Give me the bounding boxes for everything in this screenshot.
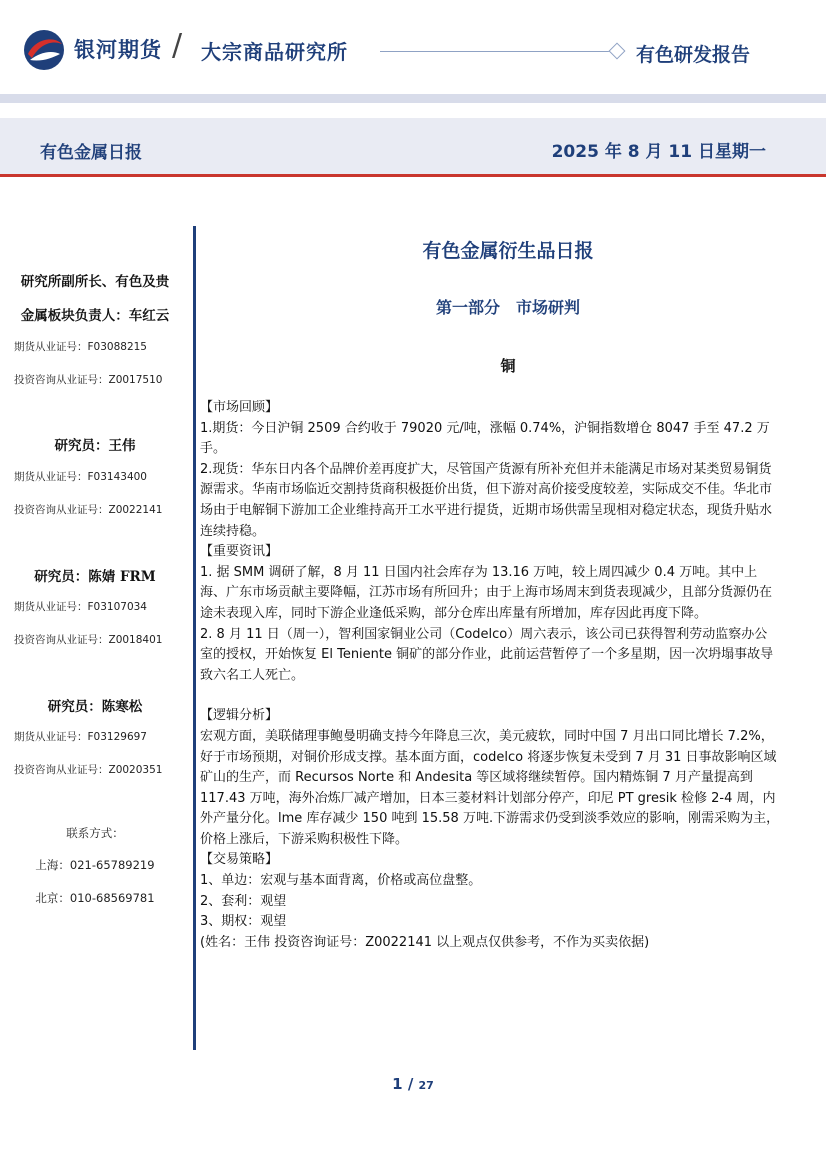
logic-text: 宏观方面，美联储理事鲍曼明确支持今年降息三次，美元疲软，同时中国 7 月出口同比增长 7.2%，好于市场预期，对铜价形成支撑。基本面方面，codelco 将逐步恢复未受到 7 月 31 日事故影响区域矿山的生产，而 Recursos Norte 和 Andesita 等区域将继续暂停。国内精炼铜 7 月产量提高到 117.43 万吨，海外冶炼厂减产增加，日本三菱材料计划部分停产，印尼 PT gresik 检修 2-4 周，内外产量分化。lme 库存减少 150 吨到 15.58 万吨.下游需求仍受到淡季效应的影响，刚需采购为主，价格上涨后，下游采购积极性下降。	[200, 728, 780, 847]
metal-title: 铜	[500, 357, 516, 375]
contact-beijing: 北京：010-68569781	[35, 891, 155, 905]
disclaimer: (姓名：王伟 投资咨询证号：Z0022141 以上观点仅供参考，不作为买卖依据)	[200, 934, 650, 950]
lead-futures-license: 期货从业证号：F03088215	[14, 341, 147, 353]
news-heading: 【重要资讯】	[200, 544, 279, 560]
contact-shanghai: 上海：021-65789219	[35, 858, 155, 872]
lead-consult-license: 投资咨询从业证号：Z0017510	[14, 374, 163, 386]
strategy-options: 3、期权：观望	[200, 914, 287, 930]
header-slash: /	[172, 28, 183, 63]
logic-heading: 【逻辑分析】	[200, 708, 279, 724]
strategy-single: 1、单边：宏观与基本面背离，价格或高位盘整。	[200, 873, 482, 889]
researcher-3-futures-license: 期货从业证号：F03129697	[14, 731, 147, 743]
lead-title-line1: 研究所副所长、有色及贵	[20, 274, 170, 290]
daily-title: 有色金属日报	[40, 143, 142, 163]
sidebar-divider	[193, 226, 196, 1050]
institute-name: 大宗商品研究所	[201, 40, 348, 64]
report-type: 有色研发报告	[636, 44, 751, 66]
header-band	[0, 94, 826, 103]
page-current: 1	[392, 1075, 403, 1093]
researcher-1-name: 研究员：王伟	[54, 438, 136, 454]
company-name: 银河期货	[74, 38, 162, 62]
title-band-rule	[0, 174, 826, 177]
lead-title-line2: 金属板块负责人：车红云	[20, 308, 170, 324]
researcher-1-consult-license: 投资咨询从业证号：Z0022141	[14, 504, 163, 516]
researcher-2-futures-license: 期货从业证号：F03107034	[14, 601, 147, 613]
page-number	[0, 1075, 826, 1093]
news-item-2: 2. 8 月 11 日（周一），智利国家铜业公司（Codelco）周六表示，该公司已获得智利劳动监察办公室的授权，开始恢复 El Teniente 铜矿的部分作业，此前运营暂停了一个多星期，因一次坍塌事故导致六名工人死亡。	[200, 626, 774, 683]
report-date: 2025 年 8 月 11 日星期一	[551, 142, 766, 162]
report-body	[200, 398, 780, 953]
news-item-1: 1. 据 SMM 调研了解，8 月 11 日国内社会库存为 13.16 万吨，较上周四减少 0.4 万吨。其中上海、广东市场贡献主要降幅，江苏市场有所回升；由于上海市场周末到货表现减少，且部分货源仍在途未表现入库，同时下游企业逢低采购，部分仓库出库量有所增加，库存因此再度下降。	[200, 564, 773, 621]
galaxy-logo-icon	[22, 28, 66, 72]
report-title: 有色金属衍生品日报	[422, 240, 594, 262]
strategy-heading: 【交易策略】	[200, 852, 279, 868]
researcher-3-consult-license: 投资咨询从业证号：Z0020351	[14, 764, 163, 776]
researcher-1-futures-license: 期货从业证号：F03143400	[14, 471, 147, 483]
section-title: 第一部分 市场研判	[435, 298, 580, 317]
market-review-heading: 【市场回顾】	[200, 400, 279, 415]
researcher-3-name: 研究员：陈寒松	[47, 699, 143, 715]
researcher-2-name: 研究员：陈婧 FRM	[34, 569, 156, 585]
page-separator: /	[402, 1075, 419, 1093]
diamond-icon	[609, 43, 626, 60]
strategy-arbitrage: 2、套利：观望	[200, 893, 287, 909]
researcher-2-consult-license: 投资咨询从业证号：Z0018401	[14, 634, 163, 646]
contact-label: 联系方式：	[66, 826, 124, 840]
page-total: 27	[418, 1079, 434, 1092]
report-header	[0, 0, 826, 104]
market-review-spot: 2.现货：华东日内各个品牌价差再度扩大，尽管国产货源有所补充但并未能满足市场对某类贸易铜货源需求。华南市场临近交割持货商积极挺价出货，但下游对高价接受度较差，实际成交不佳。华北市场由于电解铜下游加工企业维持高开工水平进行提货，近期市场供需呈现相对稳定状态，现货升贴水连续持稳。	[200, 461, 773, 539]
market-review-futures: 1.期货：今日沪铜 2509 合约收于 79020 元/吨，涨幅 0.74%，沪铜指数增仓 8047 手至 47.2 万手。	[200, 420, 770, 457]
header-rule	[380, 51, 612, 52]
